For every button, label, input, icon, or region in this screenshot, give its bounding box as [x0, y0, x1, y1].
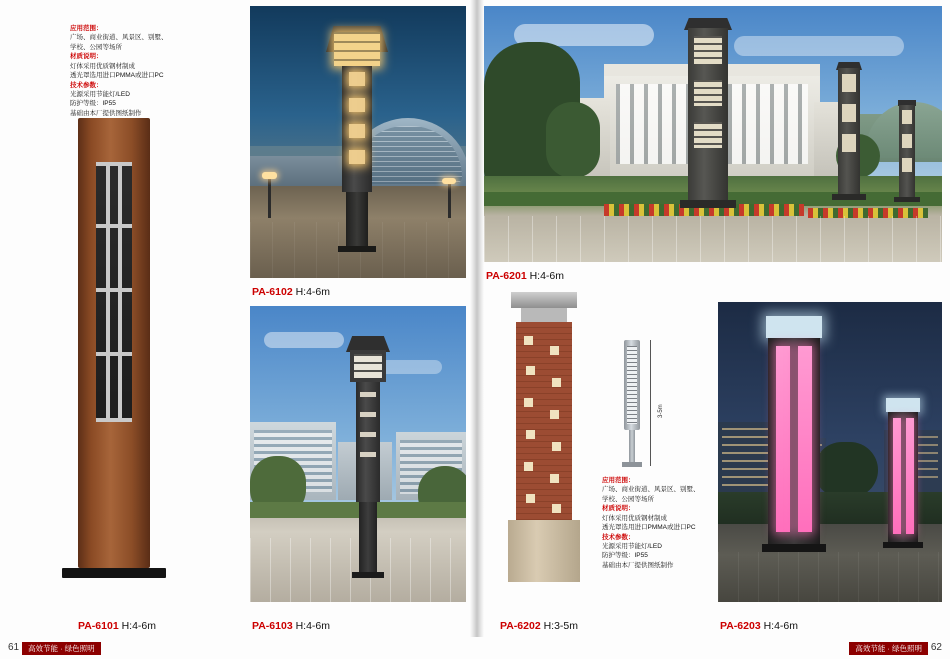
product-code: PA-6101 [78, 620, 119, 632]
product-spec: H:4-6m [763, 620, 799, 632]
caption-6203 [720, 620, 798, 632]
product-spec: H:3-5m [543, 620, 579, 632]
dimension-line [650, 340, 651, 466]
product-code: PA-6202 [500, 620, 541, 632]
caption-6102 [252, 286, 330, 298]
product-code: PA-6103 [252, 620, 293, 632]
spec-block-left [70, 24, 190, 118]
spec-heading-material: 材质说明： [602, 505, 635, 513]
spec-line: 基础由本厂提供图纸制作 [70, 109, 142, 117]
drawing-lamp-head [624, 340, 640, 430]
pa6202-brick-column [516, 322, 572, 520]
product-code: PA-6203 [720, 620, 761, 632]
spec-line: 光源采用节能灯/LED [602, 542, 662, 550]
photo-pa6203 [718, 302, 942, 602]
dimension-label: 3-5m [658, 404, 664, 418]
photo-pa6201 [484, 6, 942, 262]
photo-pa6102 [250, 6, 466, 278]
spec-heading-parameters: 技术参数： [602, 533, 635, 541]
footer-slogan-left: 高效节能 · 绿色照明 [22, 642, 101, 655]
pa6101-light-window [96, 162, 132, 422]
spec-line: 透光罩选用进口PMMA或进口PC [602, 524, 696, 532]
spec-heading-material: 材质说明： [70, 53, 103, 61]
spec-block-right [602, 476, 722, 570]
footer-slogan-right: 高效节能 · 绿色照明 [849, 642, 928, 655]
product-code: PA-6102 [252, 286, 293, 298]
product-spec: H:4-6m [121, 620, 157, 632]
pa6101-base-plate [62, 568, 166, 578]
spec-line: 光源采用节能灯/LED [70, 90, 130, 98]
spec-line: 灯体采用优质钢材制成 [602, 514, 667, 522]
pa6202-stone-base [508, 520, 580, 582]
product-spec: H:4-6m [295, 286, 331, 298]
page-gutter [470, 0, 484, 637]
spec-line: 学校、公园等场所 [602, 495, 654, 503]
spec-line: 学校、公园等场所 [70, 43, 122, 51]
caption-6201 [486, 270, 564, 282]
drawing-pole [629, 430, 635, 465]
spec-heading-application: 应用范围： [602, 477, 635, 484]
spec-line: 防护等级：IP55 [70, 100, 116, 108]
caption-6101 [78, 620, 156, 632]
spec-heading-application: 应用范围： [70, 25, 103, 32]
photo-pa6103 [250, 306, 466, 602]
spec-line: 广场、商业街道、风景区、别墅、 [70, 34, 168, 42]
page-number-right: 62 [930, 642, 942, 653]
pa6202-cap [511, 292, 577, 308]
spec-line: 基础由本厂提供图纸制作 [602, 561, 674, 569]
product-spec: H:4-6m [529, 270, 565, 282]
drawing-base [622, 462, 642, 467]
product-code: PA-6201 [486, 270, 527, 282]
spec-line: 防护等级：IP55 [602, 552, 648, 560]
caption-6202 [500, 620, 578, 632]
spec-line: 灯体采用优质钢材制成 [70, 62, 135, 70]
product-spec: H:4-6m [295, 620, 331, 632]
caption-6103 [252, 620, 330, 632]
spec-heading-parameters: 技术参数： [70, 81, 103, 89]
pa6202-neck [521, 308, 567, 322]
page-number-left: 61 [8, 642, 20, 653]
spec-line: 透光罩选用进口PMMA或进口PC [70, 72, 164, 80]
spec-line: 广场、商业街道、风景区、别墅、 [602, 486, 700, 494]
